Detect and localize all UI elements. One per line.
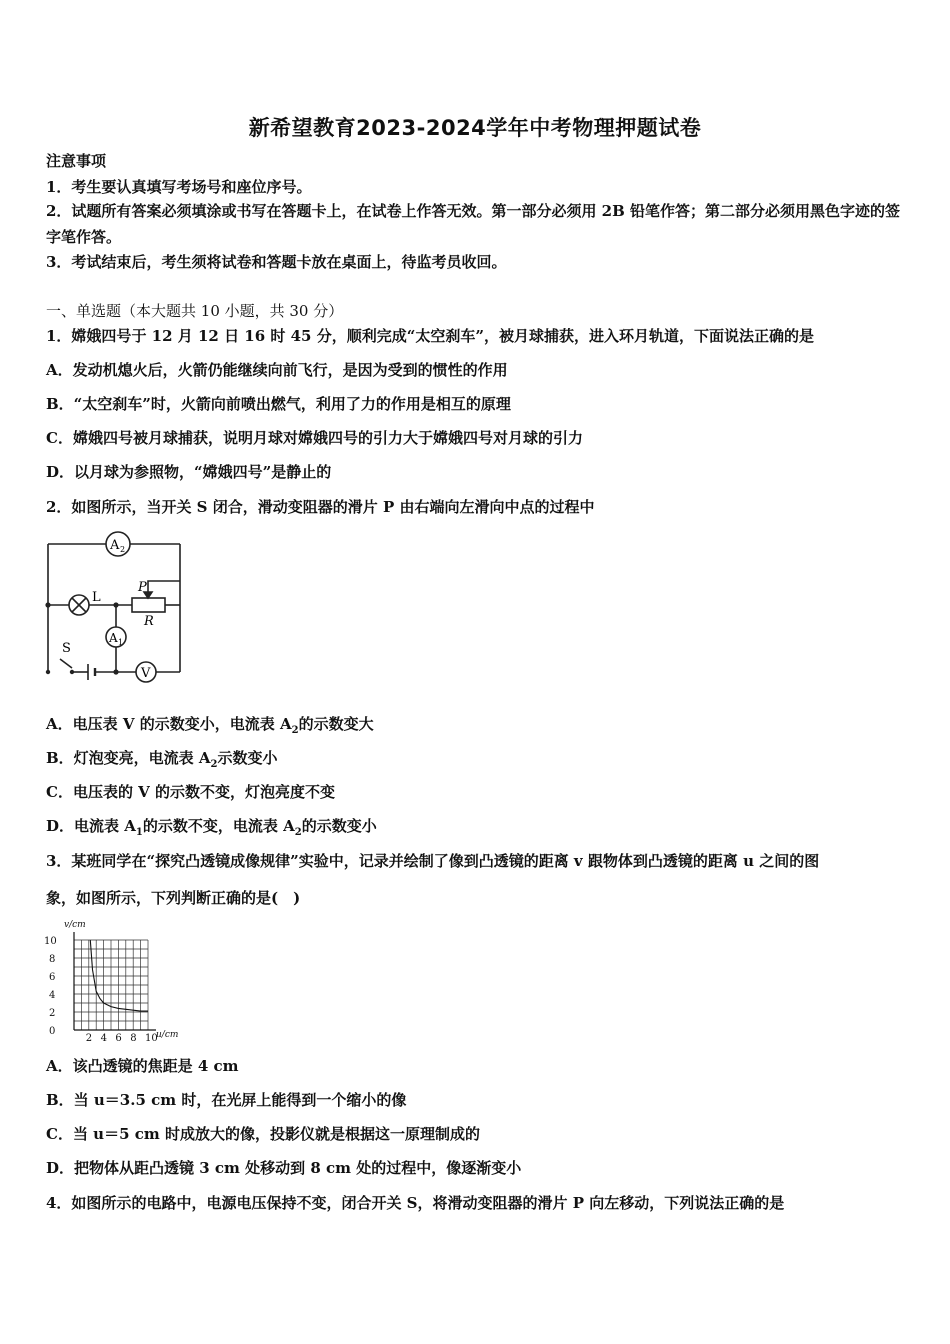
ammeter-a1-subscript: 1 [118,638,124,647]
notice-item-3: 3．考试结束后，考生须将试卷和答题卡放在桌面上，待监考员收回。 [46,253,507,271]
q4-stem: 4．如图所示的电路中，电源电压保持不变，闭合开关 S，将滑动变阻器的滑片 P 向左移动，下列说法正确的是 [46,1194,785,1212]
switch-label: S [62,641,71,656]
chart-x-tick-label: 2 [85,1033,93,1042]
page-title: 新希望教育2023-2024学年中考物理押题试卷 [248,116,702,140]
q3-option-a: A．该凸透镜的焦距是 4 cm [46,1057,239,1075]
notice-item-1: 1．考生要认真填写考场号和座位序号。 [46,178,312,196]
q1-option-c: C．嫦娥四号被月球捕获，说明月球对嫦娥四号的引力大于嫦娥四号对月球的引力 [46,429,583,447]
q2-option-a: A．电压表 V 的示数变小，电流表 $A_2$的示数变大 [46,715,374,736]
q3-stem-line1: 3．某班同学在“探究凸透镜成像规律”实验中，记录并绘制了像到凸透镜的距离 v 跟物体到凸透镜的距离 u 之间的图 [46,852,820,870]
lamp-label: L [92,590,101,605]
slider-label: P [138,580,147,595]
voltmeter-label: V [141,666,151,681]
chart-y-tick-label: 8 [49,954,56,965]
chart-xlabel: u/cm [156,1030,179,1040]
chart-x-tick-label: 4 [100,1033,107,1042]
q1-option-d: D．以月球为参照物，“嫦娥四号”是静止的 [46,463,332,481]
q3-option-d: D．把物体从距凸透镜 3 cm 处移动到 8 cm 处的过程中，像逐渐变小 [46,1159,522,1177]
chart-x-tick-label: 8 [130,1033,137,1042]
q3-option-c: C．当 u＝5 cm 时成放大的像，投影仪就是根据这一原理制成的 [46,1125,480,1143]
q1-stem: 1．嫦娥四号于 12 月 12 日 16 时 45 分，顺利完成“太空刹车”，被月球捕获，进入环月轨道，下面说法正确的是 [46,327,814,345]
q1-option-a: A．发动机熄火后，火箭仍能继续向前飞行，是因为受到的惯性的作用 [46,361,508,379]
q3-image-distance-chart [44,918,194,1042]
q2-stem: 2．如图所示，当开关 S 闭合，滑动变阻器的滑片 P 由右端向左滑向中点的过程中 [46,498,595,516]
q2-option-b: B．灯泡变亮，电流表 $A_2$示数变小 [46,749,278,770]
q2-option-c: C．电压表的 V 的示数不变，灯泡亮度不变 [46,783,336,801]
q2-option-d: D．电流表 $A_1$的示数不变，电流表 $A_2$的示数变小 [46,817,377,838]
chart-ylabel: v/cm [64,920,86,930]
notice-item-2: 2．试题所有答案必须填涂或书写在答题卡上，在试卷上作答无效。第一部分必须用 2B 铅笔作答；第二部分必须用黑色字迹的签字笔作答。 [46,202,901,246]
chart-y-tick-label: 6 [49,972,56,983]
ammeter-a1-label: A [109,631,118,645]
q1-option-b: B．“太空刹车”时，火箭向前喷出燃气，利用了力的作用是相互的原理 [46,395,511,413]
ammeter-a2-subscript: 2 [120,545,126,554]
chart-y-tick-label: 0 [49,1026,56,1037]
ammeter-a2-label: A [110,538,120,553]
section-heading: 一、单选题（本大题共 10 小题，共 30 分） [46,302,344,320]
chart-y-tick-label: 10 [44,936,57,947]
rheostat-label: R [144,614,154,629]
chart-x-tick-label: 6 [115,1033,122,1042]
chart-x-tick-label: 10 [145,1033,158,1042]
q3-option-b: B．当 u＝3.5 cm 时，在光屏上能得到一个缩小的像 [46,1091,407,1109]
chart-y-tick-label: 4 [49,990,56,1001]
chart-series-vu-curve [90,940,148,1011]
q3-stem-line2: 象，如图所示，下列判断正确的是( ) [46,889,301,907]
chart-y-tick-label: 2 [49,1008,56,1019]
notice-heading: 注意事项 [46,152,107,170]
q2-circuit-diagram [40,528,190,683]
